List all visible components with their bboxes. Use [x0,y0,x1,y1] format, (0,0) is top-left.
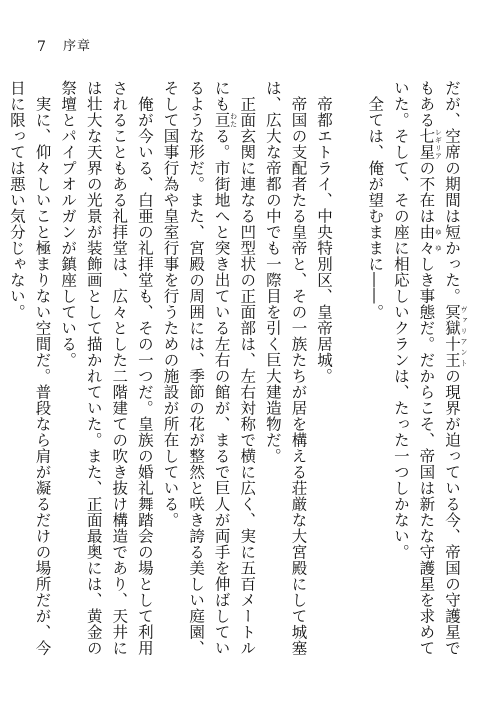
paragraph-1 [387,80,468,660]
chapter-title: 序章 [63,39,92,54]
ruby-reading: レギリア [434,128,443,160]
ruby-reading: ゆゆ [434,224,443,256]
ruby-base: 冥獄十王 [443,304,461,368]
ruby-base: 亘 [212,112,231,128]
ruby-reading: わた [229,112,238,128]
ruby-word [417,128,443,160]
text-run: だが、空席の期間は短かった。 [443,80,461,304]
paragraph-2: 全ては、俺が望むままに――。 [366,95,385,320]
ruby-base: 七星 [417,128,436,160]
text-run: 正面玄関に連なる凹型状の正面部は、左右対称で横に広く、実に五百メートルにも [212,80,257,656]
paragraph-7: 実に、仰々しいこと極まりない空間だ。普段なら肩が凝るだけの場所だが、今日に限っては悪い気分じゃない。 [7,80,52,656]
paragraph-5 [157,80,259,660]
ruby-word [443,304,468,368]
paragraph-3: 帝都エトライ、中央特別区、皇帝居城。 [315,95,334,384]
ruby-reading: ヴァリアント [460,304,468,368]
ruby-word [417,224,443,256]
text-run: の不在は [417,160,436,224]
text-run: る。市街地へと突き出ている左右の館が、まるで巨人が両手を伸ばしているような形だ。また、宮殿の周囲には、季節の花が整然と咲き誇る美しい庭園、そして国事行為や皇室行事を行うための施設が所在している。 [161,80,231,656]
ruby-base: 由々 [417,224,436,256]
text-run: の現界が迫っている今、帝国の守護星でもある [417,80,461,656]
text-run: しき事態だ。だからこそ、帝国は新たな守護星を求めていた。そして、その座に相応しいクランは、たった一つしかない。 [391,80,436,656]
paragraph-6: 俺が今いる、白亜の礼拝堂も、その一つだ。皇族の婚礼舞踏会の場として利用されることもある礼拝堂は、広々とした二階建ての吹き抜け構造であり、天井には壮大な天界の光景が装飾画として描かれていた。また、正面最奥には、黄金の祭壇とパイプオルガンが鎮座している。 [59,80,154,656]
body-text [7,80,468,660]
page-number: 7 [37,39,46,55]
ruby-word [212,112,238,128]
paragraph-4: 帝国の支配者たる皇帝と、その一族たちが居を構える荘厳な大宮殿にして城塞は、広大な帝都の中でも一際目を引く巨大建造物だ。 [263,80,308,656]
